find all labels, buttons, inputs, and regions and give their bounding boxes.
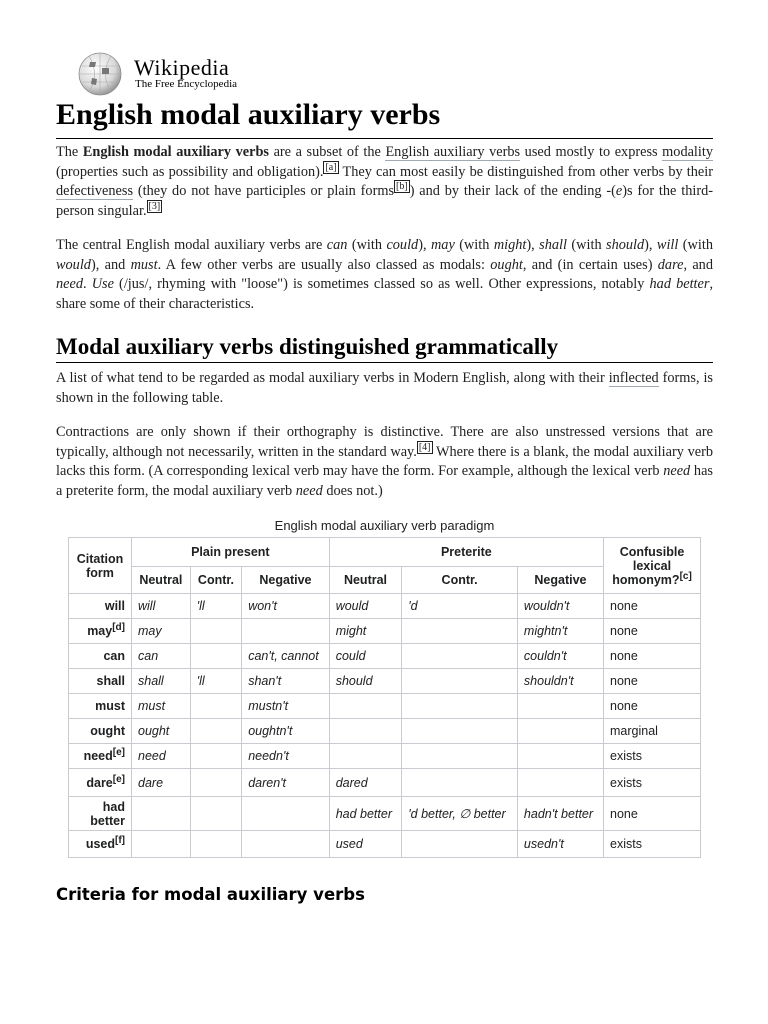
row-citation-form	[69, 644, 132, 669]
citation-form-text: dare	[86, 775, 113, 790]
text: e	[615, 183, 623, 200]
text: A list of what tend to be regarded as modal auxiliary verbs in Modern English, along with their	[56, 370, 609, 386]
cell-pg	[242, 797, 329, 831]
section-heading-criteria: Criteria for modal auxiliary verbs	[56, 885, 365, 904]
text: used mostly to express	[520, 144, 663, 160]
link-english-auxiliary-verbs[interactable]: English auxiliary verbs	[385, 144, 521, 160]
citation-form-text: shall	[96, 674, 125, 688]
cell-tc	[402, 769, 518, 797]
text: ) and by their lack of the ending -(	[409, 183, 616, 200]
cell-tc	[402, 694, 518, 719]
cell-pc: 'll	[190, 594, 241, 619]
text: has a preterite form, the modal auxiliary verb	[56, 463, 713, 499]
header-preterite: Preterite	[329, 538, 603, 567]
cell-pg: daren't	[242, 769, 329, 797]
cell-tc	[402, 744, 518, 769]
cell-conf: none	[604, 694, 701, 719]
cell-pc	[190, 797, 241, 831]
header-plain-present: Plain present	[132, 538, 330, 567]
footnote-ref[interactable]: [d]	[112, 621, 125, 633]
cell-conf: none	[604, 594, 701, 619]
cell-tc	[402, 619, 518, 644]
row-citation-form	[69, 619, 132, 644]
section1-paragraph-1	[56, 369, 713, 408]
row-citation-form	[69, 594, 132, 619]
link-modality[interactable]: modality	[662, 144, 713, 160]
cell-conf: none	[604, 797, 701, 831]
cell-pn: may	[132, 619, 191, 644]
cell-pn	[132, 797, 191, 831]
cell-pg: mustn't	[242, 694, 329, 719]
cell-tg	[517, 769, 603, 797]
footnote-ref-b[interactable]: [b]	[396, 181, 408, 193]
table-row	[69, 594, 701, 619]
text: (properties such as possibility and obligation).	[56, 163, 324, 180]
bold-term: English modal auxiliary verbs	[82, 144, 269, 160]
row-citation-form	[69, 719, 132, 744]
text: )s for the third-person singular.	[56, 183, 713, 219]
text: forms, is shown in the following table.	[56, 370, 713, 406]
cell-tn	[329, 719, 402, 744]
text: Contractions are only shown if their orthography is distinctive. There are also unstressed versions that are typically, although not necessarily, written in the standard way.	[56, 424, 713, 460]
cell-pc	[190, 769, 241, 797]
section-heading-modal-verbs: Modal auxiliary verbs distinguished grammatically	[56, 332, 713, 363]
citation-form-text: can	[103, 649, 125, 663]
cell-tn: should	[329, 669, 402, 694]
cell-pg: can't, cannot	[242, 644, 329, 669]
footnote-ref-3[interactable]: [3]	[148, 201, 161, 213]
section1-paragraph-2	[56, 423, 713, 501]
cell-pn: ought	[132, 719, 191, 744]
cell-tc	[402, 719, 518, 744]
text: are a subset of the	[268, 144, 386, 160]
site-name[interactable]: Wikipedia	[134, 55, 230, 80]
table-row	[69, 694, 701, 719]
table-row	[69, 797, 701, 831]
cell-tc	[402, 669, 518, 694]
cell-tg: shouldn't	[517, 669, 603, 694]
cell-conf: none	[604, 669, 701, 694]
cell-conf: exists	[604, 769, 701, 797]
citation-form-text: may	[87, 624, 113, 638]
cell-pc	[190, 619, 241, 644]
cell-tn	[329, 744, 402, 769]
site-tagline: The Free Encyclopedia	[135, 78, 238, 90]
header-confusible-text: Confusible lexical homonym?	[612, 544, 685, 587]
intro-paragraph-2: The central English modal auxiliary verbs are can (with could), may (with might), shall (with should), will (with would), and must. A few other verbs are usually also classed as modals: ought, and (in certain uses) dare, and need. Use (/jus/, rhyming with "loose") is sometimes classed so as well. Other expressions, notably had better, share some of their characteristics.	[56, 237, 714, 312]
text: They can most easily be distinguished from other verbs by their	[338, 163, 713, 180]
link-defectiveness[interactable]: defectiveness	[56, 183, 134, 200]
cell-pn: must	[132, 694, 191, 719]
cell-pn: can	[132, 644, 191, 669]
citation-form-text: ought	[90, 724, 125, 738]
cell-tg: mightn't	[517, 619, 603, 644]
cell-pc	[190, 831, 241, 858]
row-citation-form	[69, 669, 132, 694]
header-contr: Contr.	[190, 567, 241, 594]
cell-pg	[242, 619, 329, 644]
cell-tc: 'd better, ∅ better	[402, 797, 518, 831]
cell-tg	[517, 719, 603, 744]
intro-paragraph-1	[56, 143, 713, 221]
row-citation-form	[69, 831, 132, 858]
footnote-ref[interactable]: [e]	[112, 746, 125, 758]
citation-form-text: must	[95, 699, 125, 713]
wikipedia-globe-icon[interactable]	[74, 52, 126, 96]
cell-tn: had better	[329, 797, 402, 831]
table-row	[69, 831, 701, 858]
cell-conf: exists	[604, 744, 701, 769]
cell-tn: might	[329, 619, 402, 644]
cell-pn: need	[132, 744, 191, 769]
cell-tg	[517, 694, 603, 719]
cell-tg: usedn't	[517, 831, 603, 858]
cell-tc	[402, 831, 518, 858]
cell-conf: marginal	[604, 719, 701, 744]
cell-conf: none	[604, 644, 701, 669]
link-inflected[interactable]: inflected	[608, 370, 659, 386]
row-citation-form	[69, 797, 132, 831]
cell-conf: none	[604, 619, 701, 644]
cell-pg	[242, 831, 329, 858]
cell-tg: couldn't	[517, 644, 603, 669]
cell-pg: needn't	[242, 744, 329, 769]
footnote-ref[interactable]: [f]	[115, 834, 125, 846]
table-row	[69, 719, 701, 744]
cell-pn	[132, 831, 191, 858]
cell-pc	[190, 644, 241, 669]
citation-form-text: had better	[90, 799, 125, 828]
table-row	[69, 644, 701, 669]
cell-pc	[190, 744, 241, 769]
cell-tc: 'd	[402, 594, 518, 619]
row-citation-form	[69, 744, 132, 769]
cell-pg: shan't	[242, 669, 329, 694]
modal-verb-paradigm-table	[68, 537, 701, 858]
citation-form-text: need	[83, 749, 113, 763]
header-negative: Negative	[517, 567, 603, 594]
text: need	[663, 463, 691, 480]
cell-conf: exists	[604, 831, 701, 858]
cell-tn	[329, 694, 402, 719]
citation-form-text: will	[104, 599, 125, 613]
cell-pn: will	[132, 594, 191, 619]
cell-pc	[190, 719, 241, 744]
table-row	[69, 619, 701, 644]
text: does not.)	[322, 482, 383, 499]
cell-pg: oughtn't	[242, 719, 329, 744]
table-row	[69, 669, 701, 694]
cell-pc: 'll	[190, 669, 241, 694]
cell-pg: won't	[242, 594, 329, 619]
row-citation-form	[69, 769, 132, 797]
cell-pc	[190, 694, 241, 719]
cell-pn: shall	[132, 669, 191, 694]
text: The	[56, 144, 83, 160]
table-row	[69, 744, 701, 769]
header-neutral: Neutral	[132, 567, 191, 594]
cell-tg: hadn't better	[517, 797, 603, 831]
cell-tn: could	[329, 644, 402, 669]
header-neutral: Neutral	[329, 567, 402, 594]
cell-pn: dare	[132, 769, 191, 797]
footnote-ref-c[interactable]: [c]	[679, 570, 692, 582]
header-negative: Negative	[242, 567, 329, 594]
cell-tn: would	[329, 594, 402, 619]
cell-tc	[402, 644, 518, 669]
row-citation-form	[69, 694, 132, 719]
cell-tg	[517, 744, 603, 769]
header-confusible	[604, 538, 701, 594]
cell-tn: dared	[329, 769, 402, 797]
text: Where there is a blank, the modal auxiliary verb lacks this form. (A corresponding lexical verb may have the form. For example, although the lexical verb	[56, 443, 713, 480]
cell-tn: used	[329, 831, 402, 858]
text: (they do not have participles or plain forms	[133, 183, 395, 200]
footnote-ref[interactable]: [e]	[112, 773, 125, 785]
header-citation-form: Citation form	[69, 538, 132, 594]
cell-tg: wouldn't	[517, 594, 603, 619]
footnote-ref-a[interactable]: [a]	[325, 161, 337, 173]
page-title: English modal auxiliary verbs	[56, 96, 713, 139]
table-row	[69, 769, 701, 797]
table-caption: English modal auxiliary verb paradigm	[274, 518, 495, 533]
citation-form-text: used	[85, 837, 115, 851]
text: need	[295, 482, 323, 499]
footnote-ref-4[interactable]: [4]	[418, 441, 431, 453]
header-contr: Contr.	[402, 567, 518, 594]
